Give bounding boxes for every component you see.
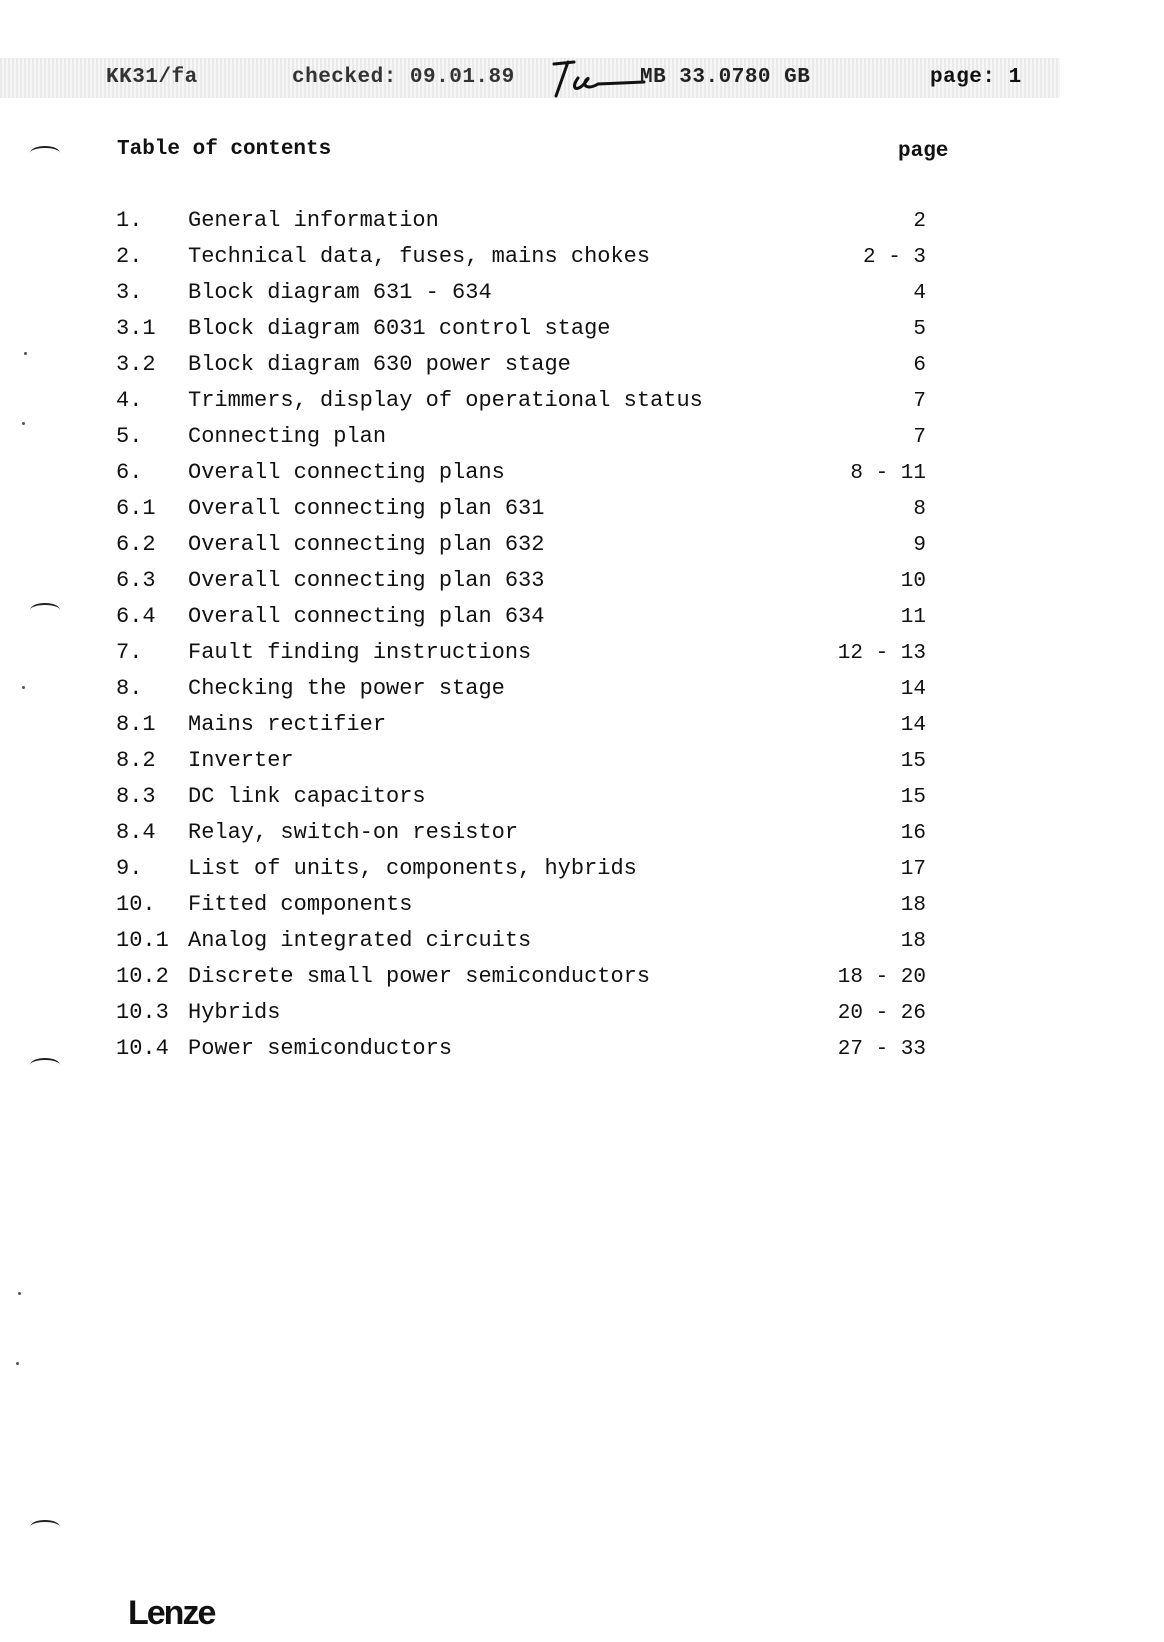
toc-entry bbox=[0, 244, 1164, 280]
toc-entry bbox=[0, 964, 1164, 1000]
toc-entry-title: Block diagram 630 power stage bbox=[188, 352, 571, 377]
toc-entry-number: 6.1 bbox=[116, 496, 156, 521]
toc-entry bbox=[0, 856, 1164, 892]
toc-entry-number: 10.2 bbox=[116, 964, 169, 989]
toc-entry-number: 3. bbox=[116, 280, 143, 305]
toc-entry-number: 8.1 bbox=[116, 712, 156, 737]
toc-entry bbox=[0, 928, 1164, 964]
toc-entry-number: 6. bbox=[116, 460, 143, 485]
toc-entry-title: Connecting plan bbox=[188, 424, 387, 449]
toc-entry-page: 4 bbox=[913, 282, 926, 305]
toc-entry-number: 8.3 bbox=[116, 784, 156, 809]
binding-hole-mark bbox=[30, 146, 60, 160]
toc-entry bbox=[0, 388, 1164, 424]
scan-speck bbox=[16, 1362, 19, 1365]
toc-entry-page: 2 - 3 bbox=[862, 246, 926, 269]
toc-entry-page: 18 bbox=[900, 930, 926, 953]
toc-entry-page: 8 bbox=[913, 498, 926, 521]
toc-entry-number: 10.4 bbox=[116, 1036, 169, 1061]
toc-entry-title: Block diagram 6031 control stage bbox=[188, 316, 611, 341]
toc-entry-title: Analog integrated circuits bbox=[188, 928, 532, 953]
toc-entry-title: Trimmers, display of operational status bbox=[188, 388, 703, 413]
toc-entry-page: 7 bbox=[913, 390, 926, 413]
toc-entry bbox=[0, 352, 1164, 388]
toc-entry-number: 6.4 bbox=[116, 604, 156, 629]
toc-entry-page: 5 bbox=[913, 318, 926, 341]
toc-entry-number: 4. bbox=[116, 388, 143, 413]
toc-entry-number: 7. bbox=[116, 640, 143, 665]
toc-entry-title: Inverter bbox=[188, 748, 294, 773]
toc-entry-number: 6.3 bbox=[116, 568, 156, 593]
toc-entry-page: 8 - 11 bbox=[850, 462, 926, 485]
toc-entry-title: Technical data, fuses, mains chokes bbox=[188, 244, 651, 269]
toc-entry bbox=[0, 208, 1164, 244]
toc-entry-page: 20 - 26 bbox=[837, 1002, 926, 1025]
toc-entry-page: 15 bbox=[900, 786, 926, 809]
toc-entry-number: 1. bbox=[116, 208, 143, 233]
toc-entry bbox=[0, 460, 1164, 496]
toc-entry-number: 8.4 bbox=[116, 820, 156, 845]
toc-entry-number: 3.1 bbox=[116, 316, 156, 341]
toc-entry-title: DC link capacitors bbox=[188, 784, 426, 809]
toc-entry-number: 10.3 bbox=[116, 1000, 169, 1025]
toc-entry-number: 8.2 bbox=[116, 748, 156, 773]
toc-entry-title: Discrete small power semiconductors bbox=[188, 964, 651, 989]
toc-entry-title: Checking the power stage bbox=[188, 676, 505, 701]
toc-entry bbox=[0, 604, 1164, 640]
toc-entry bbox=[0, 820, 1164, 856]
toc-entry-page: 2 bbox=[913, 210, 926, 233]
toc-entry-title: Overall connecting plan 634 bbox=[188, 604, 545, 629]
toc-entry-page: 9 bbox=[913, 534, 926, 557]
toc-entry-number: 5. bbox=[116, 424, 143, 449]
header-document-number: MB 33.0780 GB bbox=[640, 66, 811, 89]
toc-entry bbox=[0, 676, 1164, 712]
toc-entry-title: Overall connecting plan 633 bbox=[188, 568, 545, 593]
toc-entry-page: 18 - 20 bbox=[837, 966, 926, 989]
toc-entry bbox=[0, 640, 1164, 676]
toc-entry-page: 7 bbox=[913, 426, 926, 449]
toc-entry-number: 2. bbox=[116, 244, 143, 269]
toc-entry-title: Fault finding instructions bbox=[188, 640, 532, 665]
toc-entry bbox=[0, 892, 1164, 928]
toc-entry-number: 10.1 bbox=[116, 928, 169, 953]
binding-hole-mark bbox=[30, 1520, 60, 1534]
toc-entry-page: 14 bbox=[900, 678, 926, 701]
toc-entry bbox=[0, 1000, 1164, 1036]
toc-entry-number: 3.2 bbox=[116, 352, 156, 377]
toc-entry bbox=[0, 316, 1164, 352]
toc-entry bbox=[0, 712, 1164, 748]
header-checked-date: checked: 09.01.89 bbox=[292, 66, 515, 89]
toc-entry-number: 8. bbox=[116, 676, 143, 701]
toc-entry-page: 14 bbox=[900, 714, 926, 737]
toc-entry-page: 16 bbox=[900, 822, 926, 845]
toc-entry-title: Mains rectifier bbox=[188, 712, 387, 737]
toc-entry-page: 15 bbox=[900, 750, 926, 773]
toc-entry bbox=[0, 532, 1164, 568]
toc-entry-number: 9. bbox=[116, 856, 143, 881]
toc-entry-title: Power semiconductors bbox=[188, 1036, 453, 1061]
toc-entry bbox=[0, 748, 1164, 784]
toc-entry-page: 6 bbox=[913, 354, 926, 377]
toc-entry bbox=[0, 784, 1164, 820]
toc-entry-number: 6.2 bbox=[116, 532, 156, 557]
toc-entry-page: 11 bbox=[900, 606, 926, 629]
toc-entry-number: 10. bbox=[116, 892, 156, 917]
toc-entry bbox=[0, 496, 1164, 532]
toc-entry-page: 27 - 33 bbox=[837, 1038, 926, 1061]
toc-entry-page: 17 bbox=[900, 858, 926, 881]
toc-page-column-header: page bbox=[898, 140, 949, 163]
lenze-logo: Lenze bbox=[128, 1594, 215, 1632]
header-author: KK31/fa bbox=[106, 66, 198, 89]
header-page-number: page: 1 bbox=[930, 66, 1022, 89]
toc-entry bbox=[0, 568, 1164, 604]
toc-entry-title: Block diagram 631 - 634 bbox=[188, 280, 492, 305]
toc-entry-page: 10 bbox=[900, 570, 926, 593]
toc-entry-title: Overall connecting plan 631 bbox=[188, 496, 545, 521]
toc-entry-title: Hybrids bbox=[188, 1000, 281, 1025]
toc-title: Table of contents bbox=[117, 138, 332, 161]
toc-entry-page: 12 - 13 bbox=[837, 642, 926, 665]
toc-list bbox=[0, 208, 1164, 1072]
toc-entry-title: Overall connecting plans bbox=[188, 460, 505, 485]
scan-speck bbox=[18, 1292, 21, 1295]
signature-mark bbox=[548, 56, 648, 102]
toc-entry-title: Relay, switch-on resistor bbox=[188, 820, 519, 845]
toc-entry bbox=[0, 280, 1164, 316]
toc-entry-page: 18 bbox=[900, 894, 926, 917]
toc-entry-title: General information bbox=[188, 208, 439, 233]
toc-entry-title: Fitted components bbox=[188, 892, 413, 917]
toc-entry-title: Overall connecting plan 632 bbox=[188, 532, 545, 557]
toc-entry bbox=[0, 424, 1164, 460]
toc-entry-title: List of units, components, hybrids bbox=[188, 856, 637, 881]
toc-entry bbox=[0, 1036, 1164, 1072]
